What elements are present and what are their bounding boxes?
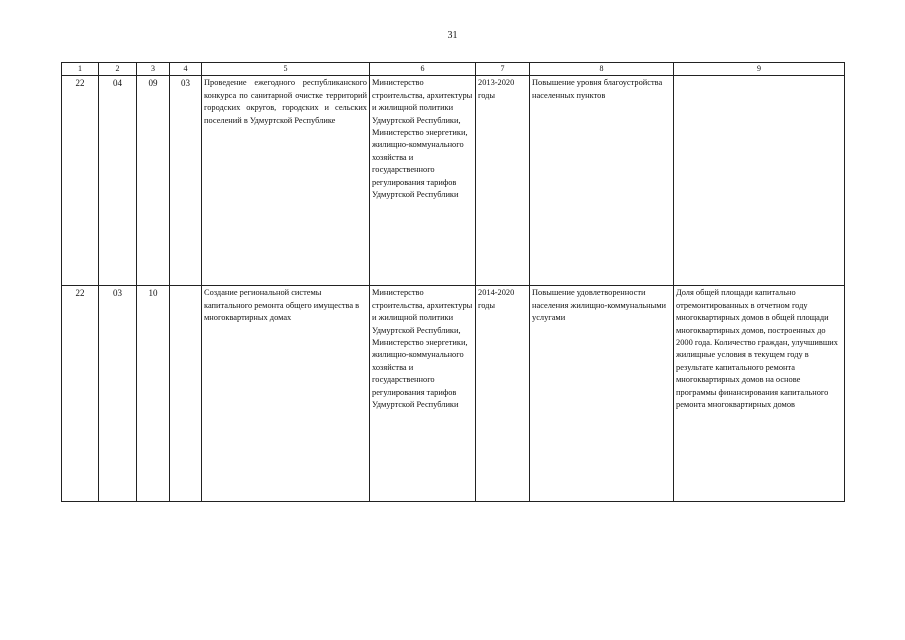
executor-cell: Министерство строительства, архитектуры и жилищной политики Удмуртской Республики, Министерство энергетики, жилищно-коммунального хозяйства и государственного регулирования тарифов Удмуртской Республики bbox=[370, 286, 476, 502]
measure-name-cell: Проведение ежегодного республиканского конкурса по санитарной очистке территорий городских округов, городских и сельских поселений в Удмуртской Республике bbox=[202, 76, 370, 286]
table-row bbox=[62, 76, 845, 286]
column-header: 8 bbox=[530, 63, 674, 76]
column-header: 6 bbox=[370, 63, 476, 76]
column-header: 4 bbox=[170, 63, 202, 76]
expected-result-cell: Повышение удовлетворенности населения жилищно-коммунальными услугами bbox=[530, 286, 674, 502]
page-number: 31 bbox=[447, 30, 458, 41]
column-header: 3 bbox=[137, 63, 170, 76]
indicator-cell bbox=[674, 76, 845, 286]
program-table bbox=[61, 62, 845, 502]
expected-result-cell: Повышение уровня благоустройства населенных пунктов bbox=[530, 76, 674, 286]
column-header: 2 bbox=[99, 63, 137, 76]
measure-name-cell: Создание региональной системы капитального ремонта общего имущества в многоквартирных домах bbox=[202, 286, 370, 502]
indicator-cell: Доля общей площади капитально отремонтированных в отчетном году многоквартирных домов в общей площади многоквартирных домов, построенных до 2000 года. Количество граждан, улучшивших жилищные условия в текущем году в результате капитального ремонта многоквартирных домов на основе программы финансирования капитального ремонта многоквартирных домов bbox=[674, 286, 845, 502]
table-row bbox=[62, 286, 845, 502]
executor-cell: Министерство строительства, архитектуры и жилищной политики Удмуртской Республики, Министерство энергетики, жилищно-коммунального хозяйства и государственного регулирования тарифов Удмуртской Республики bbox=[370, 76, 476, 286]
period-cell: 2013-2020 годы bbox=[476, 76, 530, 286]
column-header: 5 bbox=[202, 63, 370, 76]
code-cell: 10 bbox=[137, 286, 170, 502]
period-cell: 2014-2020 годы bbox=[476, 286, 530, 502]
column-header: 1 bbox=[62, 63, 99, 76]
column-header: 7 bbox=[476, 63, 530, 76]
code-cell: 09 bbox=[137, 76, 170, 286]
code-cell: 04 bbox=[99, 76, 137, 286]
table-header-row bbox=[62, 63, 845, 76]
code-cell: 22 bbox=[62, 286, 99, 502]
code-cell bbox=[170, 286, 202, 502]
column-header: 9 bbox=[674, 63, 845, 76]
code-cell: 22 bbox=[62, 76, 99, 286]
code-cell: 03 bbox=[170, 76, 202, 286]
code-cell: 03 bbox=[99, 286, 137, 502]
